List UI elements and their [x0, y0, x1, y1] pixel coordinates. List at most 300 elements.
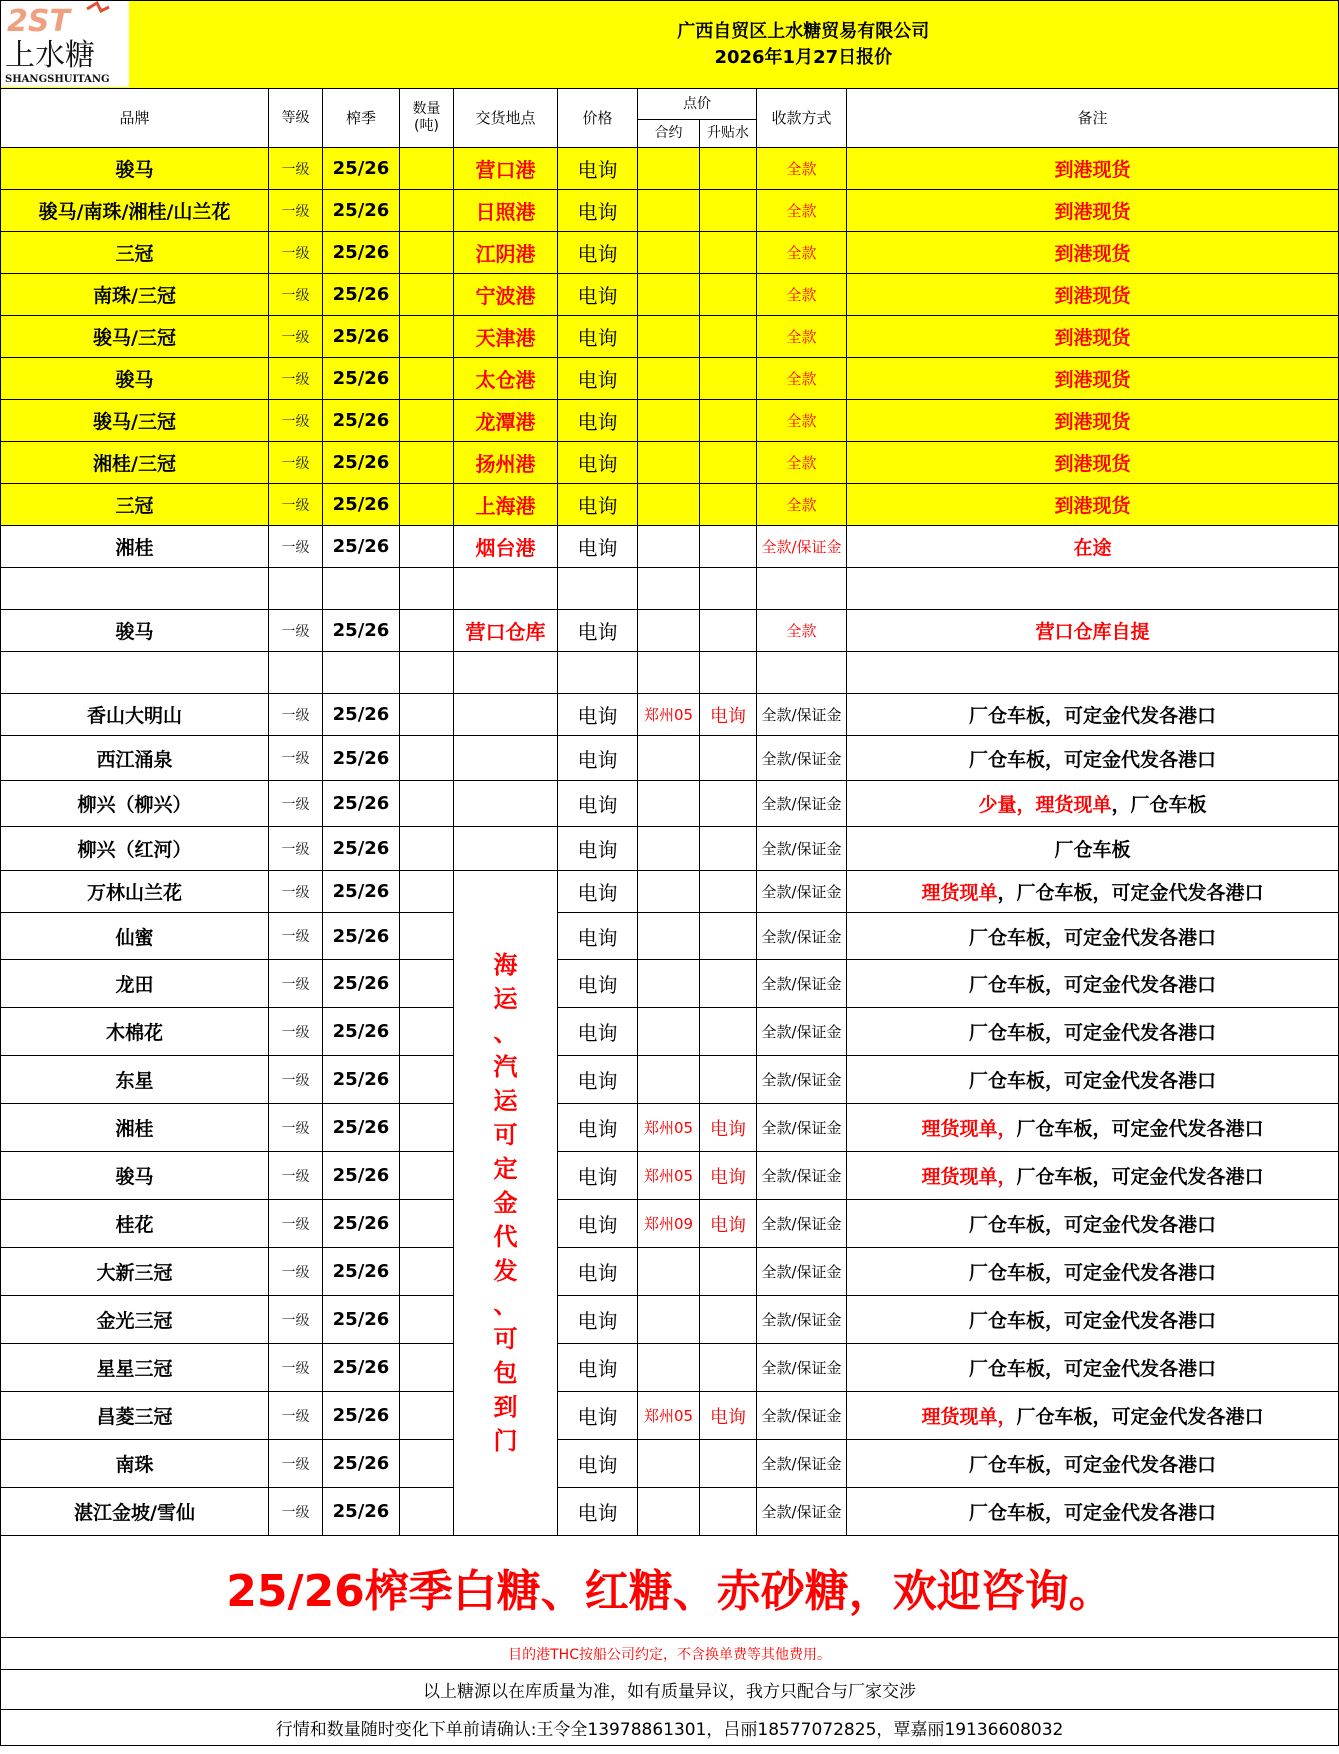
place-cell — [454, 694, 558, 736]
table-row — [1, 781, 1339, 827]
price-cell: 电询 — [558, 1104, 638, 1152]
contract-cell — [638, 913, 700, 960]
grade-cell: 一级 — [269, 1152, 323, 1200]
empty-cell — [454, 652, 558, 694]
season-cell: 25/26 — [323, 1440, 400, 1488]
payment-cell: 全款/保证金 — [757, 1200, 847, 1248]
season-cell: 25/26 — [323, 827, 400, 871]
col-point-price: 点价 — [638, 89, 757, 120]
payment-cell: 全款 — [757, 484, 847, 526]
shipping-note-char: 海 — [493, 951, 518, 979]
premium-cell — [700, 610, 757, 652]
qty-cell — [400, 1104, 454, 1152]
qty-cell — [400, 1488, 454, 1536]
shipping-note-char: 汽 — [493, 1053, 518, 1081]
contract-cell — [638, 1344, 700, 1392]
price-cell: 电询 — [558, 610, 638, 652]
col-season: 榨季 — [323, 89, 400, 148]
qty-cell — [400, 1152, 454, 1200]
brand-cell: 西江涌泉 — [1, 736, 269, 781]
price-cell: 电询 — [558, 1440, 638, 1488]
empty-cell — [558, 568, 638, 610]
qty-cell — [400, 1248, 454, 1296]
brand-cell: 仙蜜 — [1, 913, 269, 960]
place-cell — [454, 736, 558, 781]
price-cell: 电询 — [558, 1488, 638, 1536]
price-cell: 电询 — [558, 400, 638, 442]
premium-cell — [700, 960, 757, 1008]
season-cell: 25/26 — [323, 736, 400, 781]
grade-cell: 一级 — [269, 694, 323, 736]
qty-cell — [400, 960, 454, 1008]
place-cell: 上海港 — [454, 484, 558, 526]
premium-cell — [700, 1296, 757, 1344]
brand-cell: 骏马 — [1, 148, 269, 190]
contract-cell — [638, 1488, 700, 1536]
payment-cell: 全款/保证金 — [757, 1296, 847, 1344]
payment-cell: 全款 — [757, 190, 847, 232]
table-row — [1, 484, 1339, 526]
remark-cell — [847, 1392, 1339, 1440]
qty-cell — [400, 148, 454, 190]
brand-cell: 星星三冠 — [1, 1344, 269, 1392]
remark-text: 厂仓车板，可定金代发各港口 — [969, 748, 1217, 771]
premium-cell — [700, 1488, 757, 1536]
season-cell: 25/26 — [323, 274, 400, 316]
contract-cell — [638, 190, 700, 232]
empty-cell — [847, 568, 1339, 610]
grade-cell: 一级 — [269, 400, 323, 442]
qty-cell — [400, 400, 454, 442]
logo — [1, 1, 269, 89]
shipping-note-char: 金 — [493, 1189, 518, 1217]
qty-cell — [400, 1296, 454, 1344]
price-cell: 电询 — [558, 190, 638, 232]
place-cell: 太仓港 — [454, 358, 558, 400]
table-row — [1, 871, 1339, 913]
contract-cell — [638, 781, 700, 827]
payment-cell: 全款 — [757, 232, 847, 274]
shipping-note-char: 代 — [493, 1223, 518, 1251]
payment-cell: 全款/保证金 — [757, 1008, 847, 1056]
premium-cell — [700, 232, 757, 274]
table-row — [1, 526, 1339, 568]
table-row — [1, 1200, 1339, 1248]
remark-highlight: 理货现单， — [921, 1166, 1017, 1188]
empty-cell — [269, 568, 323, 610]
table-row — [1, 232, 1339, 274]
remark-text: 厂仓车板，可定金代发各港口 — [969, 1022, 1217, 1044]
brand-cell: 龙田 — [1, 960, 269, 1008]
remark-text: 厂仓车板，可定金代发各港口 — [969, 974, 1217, 996]
contact-note: 行情和数量随时变化下单前请确认:王令全13978861301，吕丽18577072825，覃嘉丽19136608032 — [1, 1710, 1339, 1746]
season-cell: 25/26 — [323, 484, 400, 526]
brand-cell: 骏马/三冠 — [1, 316, 269, 358]
premium-cell — [700, 274, 757, 316]
place-cell: 扬州港 — [454, 442, 558, 484]
grade-cell: 一级 — [269, 358, 323, 400]
remark-cell — [847, 736, 1339, 781]
premium-cell — [700, 1056, 757, 1104]
shipping-note-char: 定 — [493, 1155, 518, 1183]
premium-cell — [700, 316, 757, 358]
premium-cell — [700, 526, 757, 568]
brand-cell: 大新三冠 — [1, 1248, 269, 1296]
qty-cell — [400, 1392, 454, 1440]
table-row — [1, 694, 1339, 736]
shipping-note — [454, 871, 558, 1536]
payment-cell: 全款 — [757, 610, 847, 652]
price-cell: 电询 — [558, 871, 638, 913]
premium-cell — [700, 1248, 757, 1296]
place-cell — [454, 781, 558, 827]
empty-cell — [323, 652, 400, 694]
contract-cell: 郑州05 — [638, 1392, 700, 1440]
table-row — [1, 1488, 1339, 1536]
payment-cell: 全款/保证金 — [757, 1440, 847, 1488]
payment-cell: 全款/保证金 — [757, 913, 847, 960]
brand-cell: 木棉花 — [1, 1008, 269, 1056]
brand-cell: 柳兴（柳兴） — [1, 781, 269, 827]
season-cell: 25/26 — [323, 1344, 400, 1392]
table-row — [1, 913, 1339, 960]
season-cell: 25/26 — [323, 1104, 400, 1152]
price-cell: 电询 — [558, 694, 638, 736]
price-cell: 电询 — [558, 358, 638, 400]
grade-cell: 一级 — [269, 1104, 323, 1152]
premium-cell — [700, 736, 757, 781]
remark-cell — [847, 1248, 1339, 1296]
season-cell: 25/26 — [323, 913, 400, 960]
price-cell: 电询 — [558, 913, 638, 960]
contract-cell — [638, 400, 700, 442]
season-cell: 25/26 — [323, 190, 400, 232]
season-cell: 25/26 — [323, 358, 400, 400]
quote-date: 2026年1月27日报价 — [714, 46, 893, 68]
grade-cell: 一级 — [269, 1056, 323, 1104]
contract-cell — [638, 736, 700, 781]
contract-cell — [638, 148, 700, 190]
price-cell: 电询 — [558, 442, 638, 484]
remark-cell: 到港现货 — [847, 484, 1339, 526]
svg-text:2ST: 2ST — [7, 4, 70, 39]
payment-cell: 全款/保证金 — [757, 871, 847, 913]
contract-cell — [638, 610, 700, 652]
payment-cell: 全款/保证金 — [757, 1488, 847, 1536]
place-cell: 江阴港 — [454, 232, 558, 274]
brand-cell: 湛江金坡/雪仙 — [1, 1488, 269, 1536]
remark-text: 厂仓车板，可定金代发各港口 — [969, 1070, 1217, 1092]
payment-cell: 全款/保证金 — [757, 827, 847, 871]
season-cell: 25/26 — [323, 1248, 400, 1296]
contract-cell — [638, 1248, 700, 1296]
payment-cell: 全款 — [757, 274, 847, 316]
place-cell: 日照港 — [454, 190, 558, 232]
contract-cell — [638, 871, 700, 913]
brand-cell: 骏马 — [1, 358, 269, 400]
table-row — [1, 1056, 1339, 1104]
price-cell: 电询 — [558, 484, 638, 526]
place-cell: 营口港 — [454, 148, 558, 190]
grade-cell: 一级 — [269, 316, 323, 358]
remark-cell: 到港现货 — [847, 316, 1339, 358]
brand-cell: 湘桂/三冠 — [1, 442, 269, 484]
season-cell: 25/26 — [323, 610, 400, 652]
remark-cell: 到港现货 — [847, 148, 1339, 190]
premium-cell: 电询 — [700, 1392, 757, 1440]
price-cell: 电询 — [558, 1200, 638, 1248]
brand-cell: 万林山兰花 — [1, 871, 269, 913]
grade-cell: 一级 — [269, 610, 323, 652]
slogan-row — [1, 1536, 1339, 1638]
price-cell: 电询 — [558, 960, 638, 1008]
contract-cell: 郑州05 — [638, 1104, 700, 1152]
brand-cell: 昌菱三冠 — [1, 1392, 269, 1440]
remark-cell: 到港现货 — [847, 442, 1339, 484]
remark-cell — [847, 1056, 1339, 1104]
price-cell: 电询 — [558, 827, 638, 871]
season-cell: 25/26 — [323, 781, 400, 827]
empty-cell — [700, 652, 757, 694]
season-cell: 25/26 — [323, 871, 400, 913]
empty-cell — [757, 652, 847, 694]
price-cell: 电询 — [558, 1392, 638, 1440]
qty-cell — [400, 190, 454, 232]
grade-cell: 一级 — [269, 526, 323, 568]
qty-cell — [400, 1344, 454, 1392]
contract-cell — [638, 1440, 700, 1488]
payment-cell: 全款/保证金 — [757, 694, 847, 736]
col-premium: 升贴水 — [700, 120, 757, 148]
remark-cell — [847, 913, 1339, 960]
col-qty-line2: (吨) — [414, 118, 439, 134]
remark-cell: 到港现货 — [847, 232, 1339, 274]
grade-cell: 一级 — [269, 1296, 323, 1344]
table-row — [1, 1152, 1339, 1200]
empty-cell — [323, 568, 400, 610]
season-cell: 25/26 — [323, 1488, 400, 1536]
grade-cell: 一级 — [269, 1008, 323, 1056]
season-cell: 25/26 — [323, 1008, 400, 1056]
grade-cell: 一级 — [269, 960, 323, 1008]
premium-cell — [700, 1344, 757, 1392]
season-cell: 25/26 — [323, 232, 400, 274]
remark-highlight: 理货现单 — [921, 882, 998, 904]
remark-cell: 营口仓库自提 — [847, 610, 1339, 652]
table-row — [1, 1104, 1339, 1152]
premium-cell — [700, 913, 757, 960]
grade-cell: 一级 — [269, 190, 323, 232]
qty-cell — [400, 736, 454, 781]
place-cell: 宁波港 — [454, 274, 558, 316]
price-cell: 电询 — [558, 148, 638, 190]
contract-cell: 郑州09 — [638, 1200, 700, 1248]
empty-cell — [454, 568, 558, 610]
payment-cell: 全款/保证金 — [757, 1392, 847, 1440]
payment-cell: 全款/保证金 — [757, 781, 847, 827]
thc-row — [1, 1638, 1339, 1670]
price-cell: 电询 — [558, 736, 638, 781]
season-cell: 25/26 — [323, 1392, 400, 1440]
place-cell — [454, 827, 558, 871]
col-grade: 等级 — [269, 89, 323, 148]
payment-cell: 全款/保证金 — [757, 526, 847, 568]
contract-cell — [638, 442, 700, 484]
contract-cell — [638, 526, 700, 568]
payment-cell: 全款/保证金 — [757, 1104, 847, 1152]
price-cell: 电询 — [558, 274, 638, 316]
brand-cell: 湘桂 — [1, 526, 269, 568]
premium-cell — [700, 442, 757, 484]
season-cell: 25/26 — [323, 1056, 400, 1104]
payment-cell: 全款 — [757, 442, 847, 484]
remark-text: 厂仓车板，可定金代发各港口 — [969, 1262, 1217, 1284]
price-cell: 电询 — [558, 316, 638, 358]
grade-cell: 一级 — [269, 781, 323, 827]
premium-cell: 电询 — [700, 694, 757, 736]
contract-cell — [638, 960, 700, 1008]
thc-note: 目的港THC按船公司约定，不含换单费等其他费用。 — [1, 1638, 1339, 1670]
grade-cell: 一级 — [269, 736, 323, 781]
qty-cell — [400, 781, 454, 827]
brand-cell: 骏马 — [1, 1152, 269, 1200]
shipping-note-char: 可 — [493, 1121, 518, 1149]
contract-cell — [638, 1296, 700, 1344]
table-row — [1, 1440, 1339, 1488]
shipping-note-char: 运 — [493, 985, 518, 1013]
empty-cell — [400, 652, 454, 694]
price-cell: 电询 — [558, 1296, 638, 1344]
qty-cell — [400, 274, 454, 316]
table-row — [1, 1344, 1339, 1392]
empty-cell — [1, 652, 269, 694]
remark-text: ，厂仓车板，可定金代发各港口 — [997, 882, 1264, 904]
table-row — [1, 827, 1339, 871]
company-name: 广西自贸区上水糖贸易有限公司 — [677, 20, 930, 42]
grade-cell: 一级 — [269, 871, 323, 913]
contract-cell — [638, 316, 700, 358]
remark-text: 厂仓车板，可定金代发各港口 — [1016, 1406, 1264, 1428]
premium-cell: 电询 — [700, 1104, 757, 1152]
price-cell: 电询 — [558, 781, 638, 827]
remark-cell: 到港现货 — [847, 358, 1339, 400]
payment-cell: 全款 — [757, 358, 847, 400]
qty-cell — [400, 526, 454, 568]
remark-text: 厂仓车板，可定金代发各港口 — [969, 1454, 1217, 1476]
table-row — [1, 1008, 1339, 1056]
brand-cell: 骏马/三冠 — [1, 400, 269, 442]
remark-cell — [847, 1104, 1339, 1152]
season-cell: 25/26 — [323, 694, 400, 736]
shipping-note-char: 可 — [493, 1325, 518, 1353]
place-cell: 营口仓库 — [454, 610, 558, 652]
empty-cell — [1, 568, 269, 610]
season-cell: 25/26 — [323, 960, 400, 1008]
table-row — [1, 274, 1339, 316]
premium-cell — [700, 484, 757, 526]
payment-cell: 全款/保证金 — [757, 960, 847, 1008]
col-qty-line1: 数量 — [412, 101, 441, 117]
remark-cell — [847, 1488, 1339, 1536]
remark-cell — [847, 1344, 1339, 1392]
brand-cell: 柳兴（红河） — [1, 827, 269, 871]
remark-text: 厂仓车板 — [1054, 839, 1131, 861]
season-cell: 25/26 — [323, 400, 400, 442]
col-remarks: 备注 — [847, 89, 1339, 148]
price-cell: 电询 — [558, 1056, 638, 1104]
remark-text: 厂仓车板，可定金代发各港口 — [969, 1502, 1217, 1524]
grade-cell: 一级 — [269, 1488, 323, 1536]
qty-cell — [400, 484, 454, 526]
season-cell: 25/26 — [323, 442, 400, 484]
payment-cell: 全款 — [757, 148, 847, 190]
empty-cell — [558, 652, 638, 694]
remark-cell — [847, 1008, 1339, 1056]
qty-cell — [400, 871, 454, 913]
premium-cell — [700, 1008, 757, 1056]
grade-cell: 一级 — [269, 484, 323, 526]
grade-cell: 一级 — [269, 232, 323, 274]
grade-cell: 一级 — [269, 1200, 323, 1248]
table-row — [1, 736, 1339, 781]
brand-cell: 湘桂 — [1, 1104, 269, 1152]
remark-cell: 到港现货 — [847, 190, 1339, 232]
table-row — [1, 400, 1339, 442]
brand-cell: 骏马/南珠/湘桂/山兰花 — [1, 190, 269, 232]
qty-cell — [400, 316, 454, 358]
price-cell: 电询 — [558, 526, 638, 568]
premium-cell — [700, 358, 757, 400]
empty-cell — [638, 652, 700, 694]
shipping-note-char: 包 — [493, 1359, 518, 1387]
remark-cell: 到港现货 — [847, 274, 1339, 316]
contract-cell: 郑州05 — [638, 694, 700, 736]
empty-cell — [847, 652, 1339, 694]
remark-text: 厂仓车板，可定金代发各港口 — [969, 705, 1217, 727]
remark-text: 厂仓车板，可定金代发各港口 — [1016, 1166, 1264, 1188]
remark-cell — [847, 871, 1339, 913]
grade-cell: 一级 — [269, 1440, 323, 1488]
contract-cell — [638, 484, 700, 526]
price-cell: 电询 — [558, 232, 638, 274]
qty-cell — [400, 913, 454, 960]
title-block — [269, 1, 1339, 89]
brand-cell: 三冠 — [1, 232, 269, 274]
price-cell: 电询 — [558, 1344, 638, 1392]
brand-cell: 三冠 — [1, 484, 269, 526]
grade-cell: 一级 — [269, 827, 323, 871]
remark-text: ，厂仓车板 — [1111, 794, 1207, 816]
empty-row — [1, 652, 1339, 694]
remark-text: 厂仓车板，可定金代发各港口 — [969, 1214, 1217, 1236]
brand-cell: 桂花 — [1, 1200, 269, 1248]
premium-cell — [700, 827, 757, 871]
season-cell: 25/26 — [323, 1152, 400, 1200]
remark-highlight: 少量，理货现单 — [978, 794, 1112, 816]
price-cell: 电询 — [558, 1152, 638, 1200]
remark-text: 厂仓车板，可定金代发各港口 — [969, 1358, 1217, 1380]
payment-cell: 全款 — [757, 316, 847, 358]
season-cell: 25/26 — [323, 1296, 400, 1344]
shipping-note-char: 到 — [493, 1393, 518, 1421]
payment-cell: 全款/保证金 — [757, 736, 847, 781]
remark-cell — [847, 960, 1339, 1008]
table-row — [1, 190, 1339, 232]
shipping-note-char: 、 — [493, 1291, 518, 1319]
qty-cell — [400, 1056, 454, 1104]
grade-cell: 一级 — [269, 442, 323, 484]
empty-cell — [400, 568, 454, 610]
